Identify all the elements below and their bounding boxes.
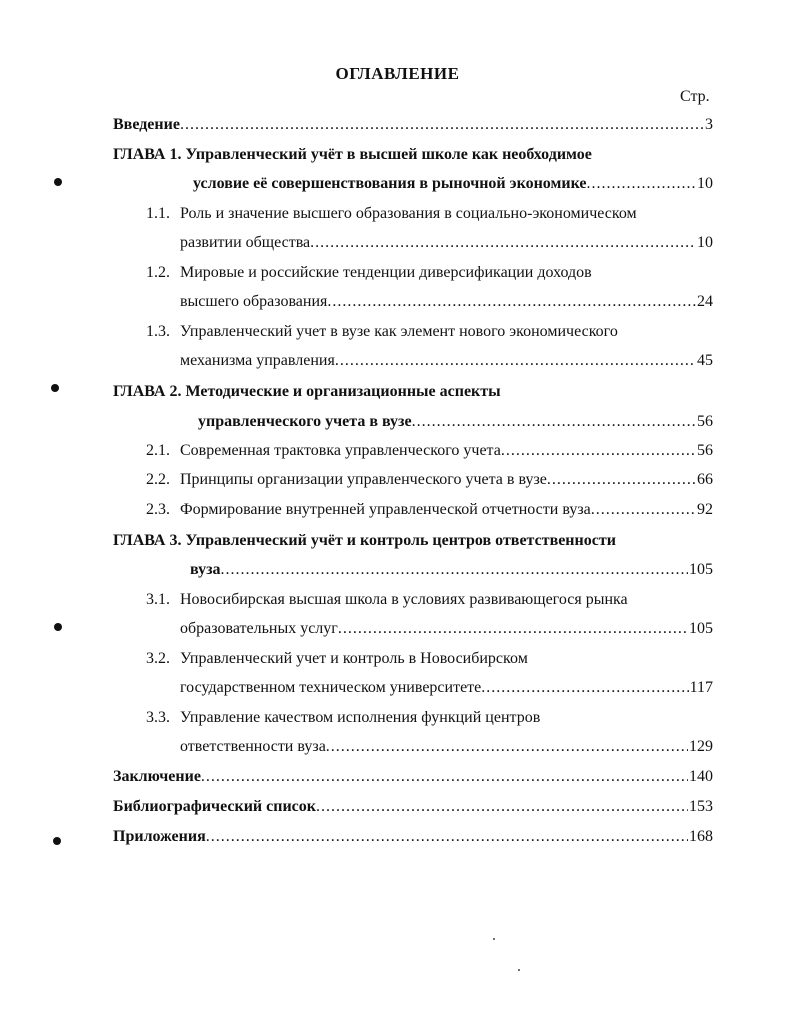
section-number: 3.3. bbox=[146, 709, 170, 726]
toc-page-number: 105 bbox=[689, 620, 713, 637]
leader-dots bbox=[481, 679, 688, 697]
section-number: 1.2. bbox=[146, 264, 170, 281]
section-number: 2.3. bbox=[146, 501, 170, 518]
toc-entry-intro bbox=[113, 116, 713, 134]
page-column-label: Стр. bbox=[680, 88, 710, 105]
leader-dots bbox=[310, 234, 696, 252]
toc-page-number: 117 bbox=[689, 679, 713, 696]
toc-entry-label: ответственности вуза bbox=[180, 738, 326, 755]
binder-hole-mark bbox=[54, 178, 62, 186]
leader-dots bbox=[326, 738, 688, 756]
toc-section-3-1 bbox=[180, 620, 713, 638]
toc-entry-label: Введение bbox=[113, 116, 180, 133]
leader-dots bbox=[591, 501, 696, 519]
toc-entry-label: управленческого учета в вузе bbox=[198, 413, 412, 430]
toc-page-number: 3 bbox=[705, 116, 713, 133]
toc-chapter-1-title: ГЛАВА 1. Управленческий учёт в высшей школе как необходимое bbox=[113, 146, 592, 163]
toc-section-1-3-title bbox=[146, 323, 618, 341]
toc-chapter-3-title: ГЛАВА 3. Управленческий учёт и контроль центров ответственности bbox=[113, 532, 616, 549]
toc-section-2-2 bbox=[146, 471, 713, 489]
toc-entry-label: Заключение bbox=[113, 768, 201, 785]
toc-page-number: 105 bbox=[689, 561, 713, 578]
toc-section-2-3 bbox=[146, 501, 713, 519]
toc-page-number: 24 bbox=[697, 293, 713, 310]
toc-section-3-3-title bbox=[146, 709, 540, 727]
toc-entry-label: Роль и значение высшего образования в социально-экономическом bbox=[180, 205, 637, 222]
section-number: 1.1. bbox=[146, 205, 170, 222]
toc-section-1-1 bbox=[180, 234, 713, 252]
toc-page-number: 10 bbox=[697, 234, 713, 251]
section-number: 2.1. bbox=[146, 442, 170, 459]
section-number: 1.3. bbox=[146, 323, 170, 340]
binder-hole-mark bbox=[54, 623, 62, 631]
toc-chapter-3 bbox=[190, 561, 713, 579]
leader-dots bbox=[338, 620, 688, 638]
toc-entry-conclusion bbox=[113, 768, 713, 786]
toc-page-number: 168 bbox=[689, 828, 713, 845]
toc-entry-label: Принципы организации управленческого учета в вузе bbox=[180, 471, 547, 488]
toc-section-1-2 bbox=[180, 293, 713, 311]
toc-entry-label: образовательных услуг bbox=[180, 620, 338, 637]
toc-entry-label: Библиографический список bbox=[113, 798, 316, 815]
toc-entry-label: Новосибирская высшая школа в условиях развивающегося рынка bbox=[180, 591, 628, 608]
leader-dots bbox=[316, 798, 688, 816]
leader-dots bbox=[501, 442, 696, 460]
toc-entry-label: Управленческий учет в вузе как элемент нового экономического bbox=[180, 323, 618, 340]
toc-entry-label: высшего образования bbox=[180, 293, 328, 310]
toc-entry-label: механизма управления bbox=[180, 352, 335, 369]
toc-entry-label: условие её совершенствования в рыночной экономике bbox=[193, 175, 587, 192]
leader-dots bbox=[327, 293, 696, 311]
toc-page-number: 45 bbox=[697, 352, 713, 369]
toc-section-1-3 bbox=[180, 352, 713, 370]
leader-dots bbox=[412, 413, 696, 431]
toc-entry-label: Управление качеством исполнения функций центров bbox=[180, 709, 541, 726]
toc-section-3-2 bbox=[180, 679, 713, 697]
scan-speck bbox=[518, 969, 520, 971]
toc-entry-appendix bbox=[113, 828, 713, 846]
binder-hole-mark bbox=[53, 837, 61, 845]
leader-dots bbox=[201, 768, 688, 786]
scan-speck bbox=[493, 938, 495, 940]
section-number: 2.2. bbox=[146, 471, 170, 488]
toc-section-2-1 bbox=[146, 442, 713, 460]
toc-chapter-2-title: ГЛАВА 2. Методические и организационные аспекты bbox=[113, 383, 501, 400]
toc-section-1-2-title bbox=[146, 264, 592, 282]
toc-entry-bibliography bbox=[113, 798, 713, 816]
leader-dots bbox=[335, 352, 696, 370]
section-number: 3.2. bbox=[146, 650, 170, 667]
toc-section-3-2-title bbox=[146, 650, 528, 668]
leader-dots bbox=[587, 175, 696, 193]
toc-section-1-1-title bbox=[146, 205, 637, 223]
toc-chapter-1 bbox=[193, 175, 713, 193]
toc-entry-label: Мировые и российские тенденции диверсификации доходов bbox=[180, 264, 592, 281]
toc-section-3-1-title bbox=[146, 591, 628, 609]
leader-dots bbox=[221, 561, 688, 579]
toc-entry-label: Современная трактовка управленческого учета bbox=[180, 442, 501, 459]
toc-entry-label: государственном техническом университете bbox=[180, 679, 482, 696]
leader-dots bbox=[180, 116, 704, 134]
page-title: ОГЛАВЛЕНИЕ bbox=[335, 64, 460, 83]
toc-page-number: 56 bbox=[697, 442, 713, 459]
toc-entry-label: вуза bbox=[190, 561, 221, 578]
toc-section-3-3 bbox=[180, 738, 713, 756]
toc-entry-label: Приложения bbox=[113, 828, 206, 845]
toc-page-number: 92 bbox=[697, 501, 713, 518]
toc-chapter-2 bbox=[198, 413, 713, 431]
toc-page-number: 66 bbox=[697, 471, 713, 488]
leader-dots bbox=[206, 828, 688, 846]
section-number: 3.1. bbox=[146, 591, 170, 608]
toc-entry-label: Управленческий учет и контроль в Новосибирском bbox=[180, 650, 528, 667]
toc-entry-label: развитии общества bbox=[180, 234, 311, 251]
toc-page-number: 10 bbox=[697, 175, 713, 192]
toc-page-number: 153 bbox=[689, 798, 713, 815]
toc-page-number: 56 bbox=[697, 413, 713, 430]
leader-dots bbox=[547, 471, 696, 489]
toc-page-number: 129 bbox=[689, 738, 713, 755]
binder-hole-mark bbox=[51, 384, 59, 392]
toc-entry-label: Формирование внутренней управленческой отчетности вуза bbox=[180, 501, 591, 518]
toc-page-number: 140 bbox=[689, 768, 713, 785]
